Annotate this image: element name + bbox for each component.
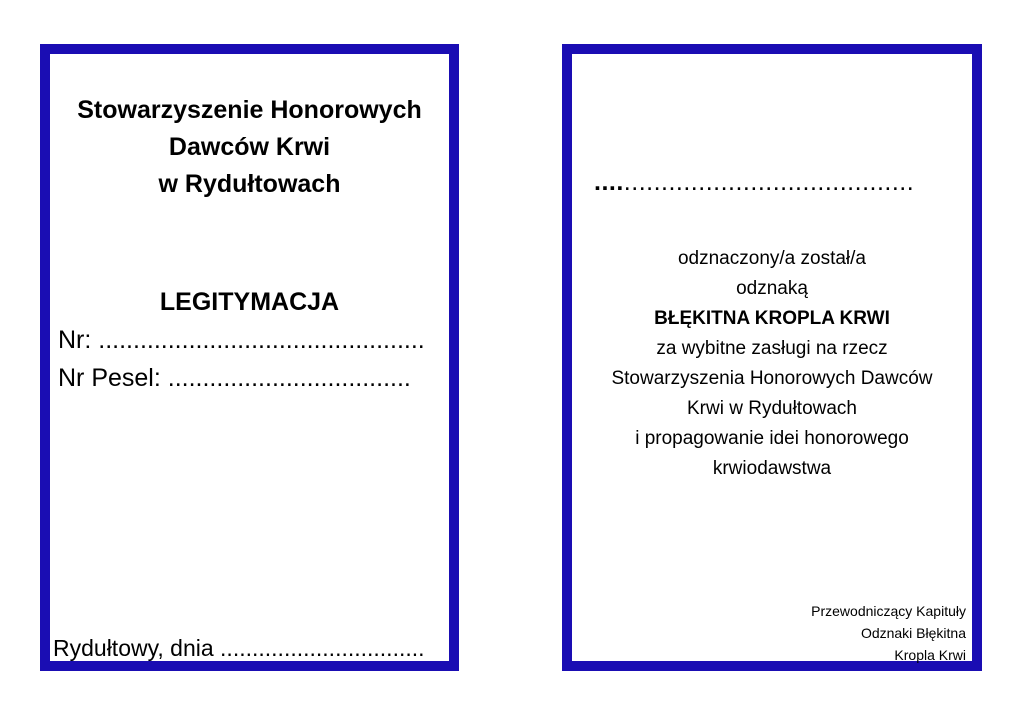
org-name-line-3: w Rydułtowach: [158, 170, 341, 198]
award-line-2: odznaką: [736, 278, 808, 299]
award-line-6: Krwi w Rydułtowach: [687, 398, 857, 419]
org-name-line-2: Dawców Krwi: [168, 133, 331, 161]
award-line-7: i propagowanie idei honorowego: [635, 428, 909, 449]
organization-name: [50, 92, 449, 203]
pesel-field: Nr Pesel: ...................................: [58, 364, 411, 392]
recipient-name-field: [594, 168, 954, 197]
legitymacja-inside-card: [562, 44, 982, 671]
award-line-4: za wybitne zasługi na rzecz: [656, 338, 888, 359]
signature-line-1: Przewodniczący Kapituły: [811, 603, 966, 619]
name-dots: .......................................: [623, 168, 915, 196]
date-field: Rydułtowy, dnia ................................: [53, 635, 425, 661]
signature-block: [811, 600, 966, 666]
award-line-1: odznaczony/a został/a: [677, 248, 866, 269]
nr-field: Nr: ...............................................: [58, 326, 425, 354]
name-dots-bold: ....: [594, 168, 624, 196]
signature-line-2: Odznaki Błękitna: [860, 625, 966, 641]
document-heading: LEGITYMACJA: [159, 288, 340, 316]
org-name-line-1: Stowarzyszenie Honorowych: [77, 96, 422, 124]
award-statement: [572, 244, 972, 484]
legitymacja-front-card: [40, 44, 459, 671]
award-name: BŁĘKITNA KROPLA KRWI: [654, 308, 890, 329]
signature-line-3: Kropla Krwi: [894, 647, 966, 663]
award-line-5: Stowarzyszenia Honorowych Dawców: [611, 368, 933, 389]
award-line-8: krwiodawstwa: [712, 458, 832, 479]
